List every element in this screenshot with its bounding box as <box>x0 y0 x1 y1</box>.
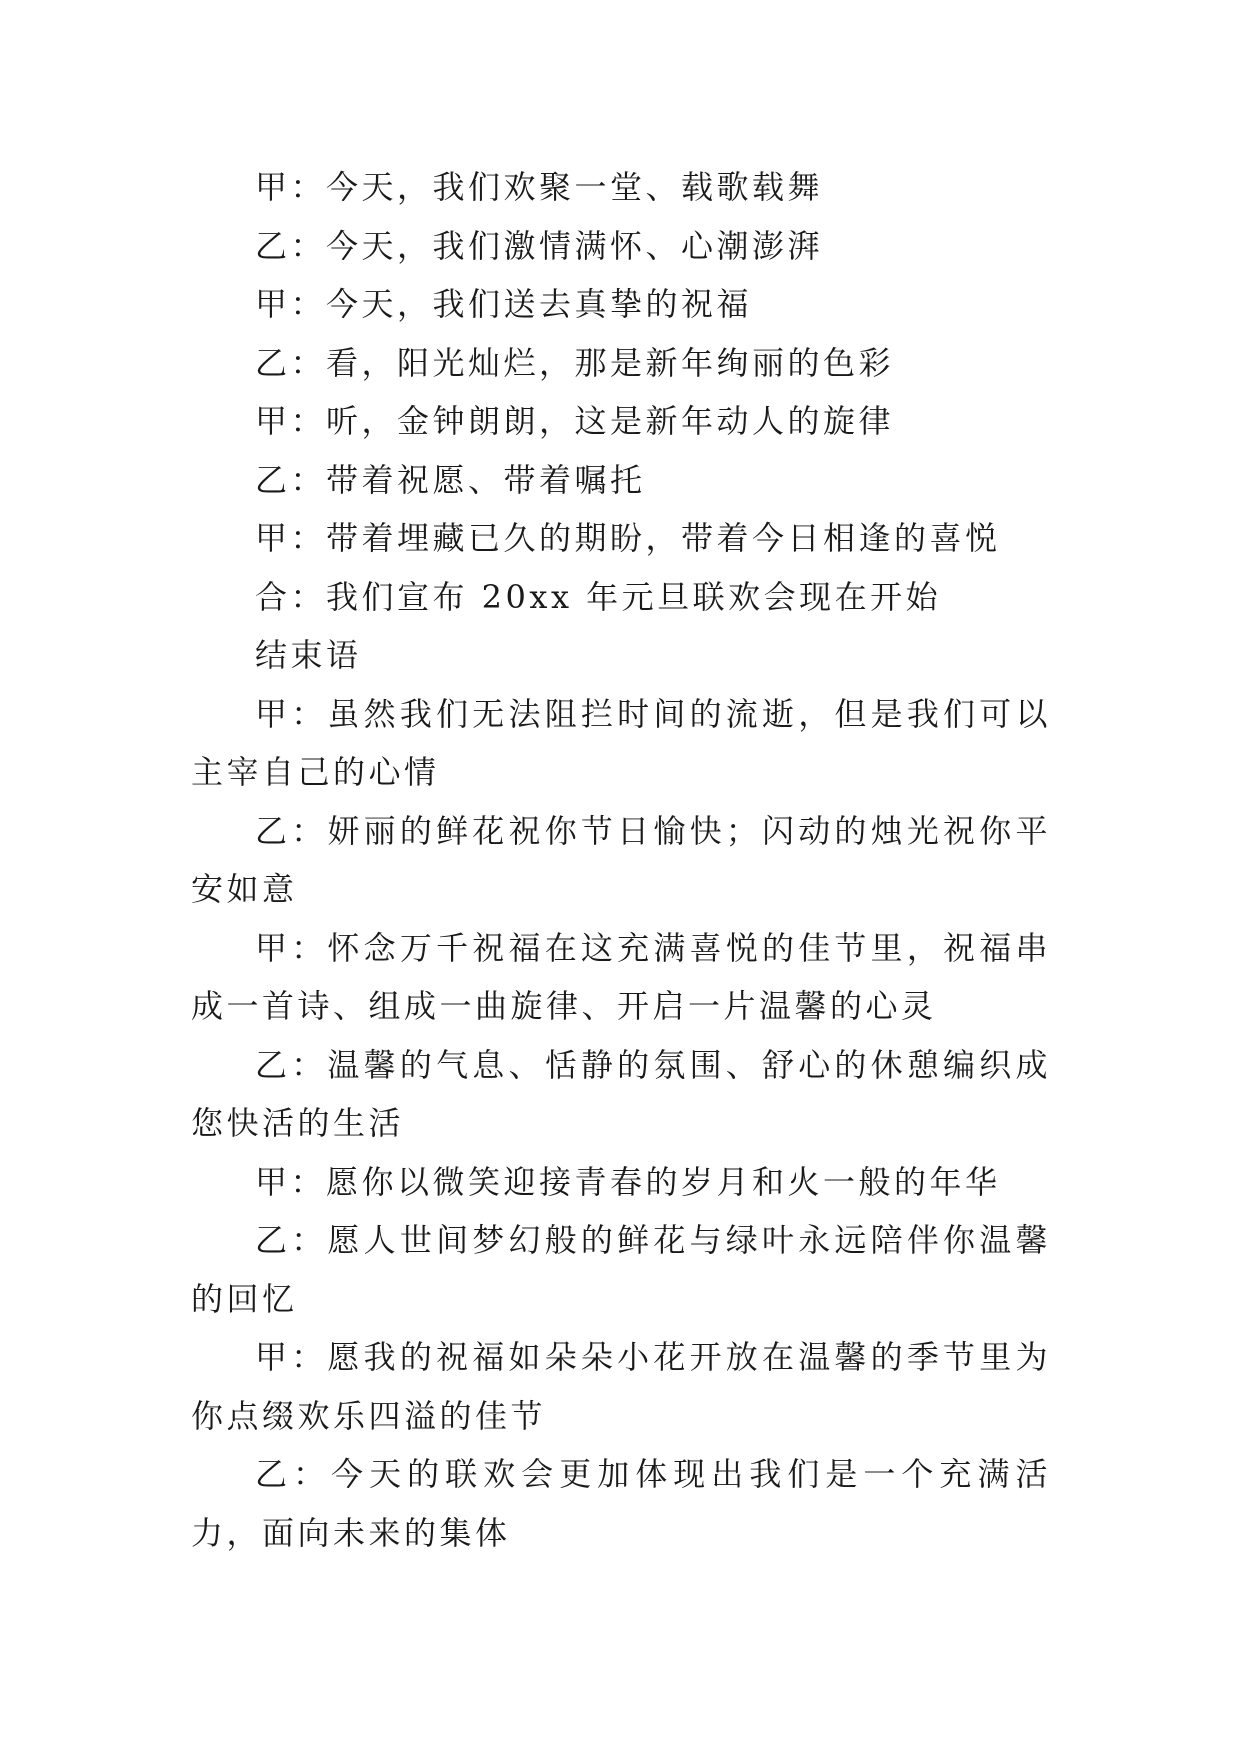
paragraph-17: 乙：今天的联欢会更加体现出我们是一个充满活力，面向未来的集体 <box>191 1455 1051 1552</box>
paragraph-12: 甲：怀念万千祝福在这充满喜悦的佳节里，祝福串成一首诗、组成一曲旋律、开启一片温馨的心灵 <box>191 928 1051 1025</box>
section-heading-closing: 结束语 <box>255 636 362 674</box>
paragraph-14: 甲：愿你以微笑迎接青春的岁月和火一般的年华 <box>255 1162 1001 1201</box>
document-body <box>191 158 1051 1562</box>
paragraph-15: 乙：愿人世间梦幻般的鲜花与绿叶永远陪伴你温馨的回忆 <box>191 1221 1051 1318</box>
paragraph-8: 合：我们宣布 20xx 年元旦联欢会现在开始 <box>255 577 942 616</box>
paragraph-11: 乙：妍丽的鲜花祝你节日愉快；闪动的烛光祝你平安如意 <box>191 811 1051 908</box>
paragraph-1: 甲：今天，我们欢聚一堂、载歌载舞 <box>255 168 824 206</box>
paragraph-4: 乙：看，阳光灿烂，那是新年绚丽的色彩 <box>255 343 895 382</box>
paragraph-2: 乙：今天，我们激情满怀、心潮澎湃 <box>255 226 824 265</box>
paragraph-6: 乙：带着祝愿、带着嘱托 <box>255 460 646 499</box>
paragraph-5: 甲：听，金钟朗朗，这是新年动人的旋律 <box>255 402 895 440</box>
paragraph-7: 甲：带着埋藏已久的期盼，带着今日相逢的喜悦 <box>255 519 1001 557</box>
paragraph-3: 甲：今天，我们送去真挚的祝福 <box>255 285 753 323</box>
paragraph-13: 乙：温馨的气息、恬静的氛围、舒心的休憩编织成您快活的生活 <box>191 1045 1051 1142</box>
paragraph-16: 甲：愿我的祝福如朵朵小花开放在温馨的季节里为你点缀欢乐四溢的佳节 <box>191 1338 1051 1435</box>
paragraph-10: 甲：虽然我们无法阻拦时间的流逝，但是我们可以主宰自己的心情 <box>191 694 1051 791</box>
